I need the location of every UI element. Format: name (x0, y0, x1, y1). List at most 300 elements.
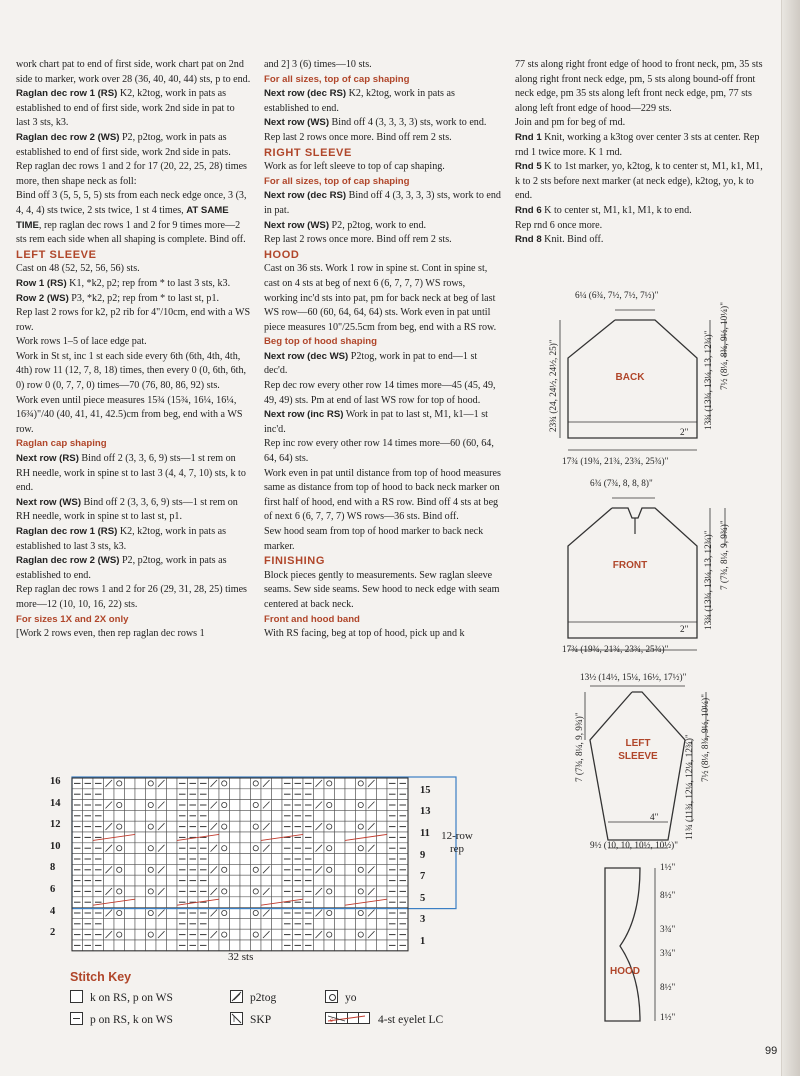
chart-cell (167, 821, 178, 832)
chart-cell (167, 908, 178, 919)
chart-cell (240, 810, 251, 821)
chart-cell (377, 843, 388, 854)
chart-cell (272, 875, 283, 886)
chart-cell (230, 875, 241, 886)
row-label: Next row (dec RS) (264, 190, 347, 202)
front-body-measure: 13¾ (13¾, 13¼, 13, 12¾)" (703, 530, 713, 630)
chart-cell (377, 821, 388, 832)
chart-cell (135, 886, 146, 897)
row-text: P2tog, work in pat to end—1 st dec'd. (264, 350, 478, 377)
chart-cell (272, 778, 283, 789)
hood-label: HOOD (610, 966, 640, 977)
chart-cell (125, 832, 136, 843)
text-column-1 (16, 58, 251, 642)
paragraph (16, 496, 251, 525)
chart-cell (324, 778, 335, 789)
key-label: p2tog (250, 992, 277, 1004)
chart-cell (114, 929, 125, 940)
chart-cell (156, 854, 167, 865)
chart-cell (146, 854, 157, 865)
chart-cell (261, 918, 272, 929)
back-outline (560, 290, 790, 470)
chart-cell (324, 918, 335, 929)
row-label: Next row (WS) (264, 219, 330, 231)
chart-cell (335, 778, 346, 789)
paragraph (16, 189, 251, 247)
paragraph: 77 sts along right front edge of hood to front neck, pm, 35 sts along right front neck edge, pm, 5 sts along bound-off front neck edge, pm 35 sts along left front neck edge, pm, 77 sts along left front edge of hood—229 sts. (515, 59, 763, 114)
chart-cell (366, 875, 377, 886)
row-label: Next row (WS) (264, 117, 330, 129)
chart-cell (230, 886, 241, 897)
chart-cell (135, 821, 146, 832)
row-text: P3, *k2, p2; rep from * to last st, p1. (68, 292, 220, 304)
chart-cell (219, 886, 230, 897)
chart-cell (167, 897, 178, 908)
chart-cell (261, 810, 272, 821)
back-body-measure: 13¾ (13¾, 13¼, 13, 12¾)" (703, 330, 713, 430)
chart-cell (146, 810, 157, 821)
chart-cell (345, 821, 356, 832)
chart-cell (251, 875, 262, 886)
paragraph: work chart pat to end of first side, work chart pat on 2nd side to marker, work over 28 (36, 40, 40, 44) sts, p to end. (16, 59, 251, 85)
chart-cell (335, 929, 346, 940)
chart-cell (272, 821, 283, 832)
back-top-measure: 6¼ (6¾, 7½, 7½, 7½)" (575, 290, 659, 300)
row-label: Rnd 5 (515, 161, 542, 173)
chart-cell (104, 789, 115, 800)
row-number-left: 2 (50, 927, 56, 939)
hood-measure-3: 3¾" (660, 924, 676, 934)
chart-cell (167, 864, 178, 875)
chart-cell (219, 864, 230, 875)
chart-cell (209, 875, 220, 886)
chart-cell (345, 864, 356, 875)
chart-cell (167, 789, 178, 800)
chart-cell (125, 908, 136, 919)
row-number-left: 8 (50, 862, 56, 874)
row-label: Raglan dec row 2 (WS) (16, 131, 120, 143)
chart-cell (167, 886, 178, 897)
heading-sizes: For sizes 1X and 2X only (16, 613, 129, 625)
chart-cell (345, 778, 356, 789)
chart-cell (230, 929, 241, 940)
row-number-left: 16 (50, 776, 61, 787)
chart-cell (240, 940, 251, 951)
chart-cell (251, 864, 262, 875)
chart-cell (240, 929, 251, 940)
chart-cell (209, 940, 220, 951)
heading-top-cap-2: For all sizes, top of cap shaping (264, 175, 410, 187)
chart-cell (345, 800, 356, 811)
chart-cell (335, 832, 346, 843)
chart-cell (114, 800, 125, 811)
paragraph (515, 233, 763, 248)
chart-cell (156, 789, 167, 800)
row-label: Rnd 1 (515, 131, 542, 143)
chart-cell (324, 940, 335, 951)
chart-cell (230, 800, 241, 811)
chart-cell (240, 854, 251, 865)
chart-cell (114, 875, 125, 886)
chart-cell (114, 778, 125, 789)
row-text: K to 1st marker, yo, k2tog, k to center st, M1, k1, M1, k to 2 sts before next marker (at neck edge), k2tog, yo, k to end. (515, 161, 763, 202)
row-number-right: 13 (420, 806, 431, 818)
chart-cell (377, 886, 388, 897)
chart-cell (125, 821, 136, 832)
chart-cell (156, 897, 167, 908)
chart-cell (219, 800, 230, 811)
chart-cell (125, 940, 136, 951)
chart-cell (219, 821, 230, 832)
paragraph: Work rows 1–5 of lace edge pat. (16, 336, 147, 348)
chart-cell (335, 875, 346, 886)
chart-cell (272, 843, 283, 854)
chart-cell (356, 929, 367, 940)
chart-cell (167, 800, 178, 811)
chart-cell (314, 789, 325, 800)
chart-cell (377, 800, 388, 811)
chart-cell (125, 789, 136, 800)
row-label: Raglan dec row 1 (RS) (16, 526, 118, 537)
chart-cell (114, 789, 125, 800)
stitch-key (70, 970, 500, 1026)
chart-cell (314, 854, 325, 865)
chart-cell (345, 832, 356, 843)
chart-cell (146, 864, 157, 875)
chart-cell (146, 918, 157, 929)
chart-cell (104, 940, 115, 951)
paragraph (515, 204, 763, 219)
paragraph: Rep last 2 rows for k2, p2 rib for 4"/10cm, end with a WS row. (16, 307, 251, 333)
paragraph: Rep rnd 6 once more. (515, 219, 603, 231)
hood-measure-5: 8½" (660, 982, 676, 992)
chart-cell (335, 940, 346, 951)
chart-cell (104, 810, 115, 821)
paragraph: Rep inc row every other row 14 times more—60 (60, 64, 64, 64) sts. (264, 438, 494, 465)
chart-cell (251, 843, 262, 854)
sleeve-length-measure: 11¾ (11¾, 12¼, 12¼, 12¾)" (684, 734, 694, 840)
chart-cell (324, 789, 335, 800)
chart-cell (240, 821, 251, 832)
chart-cell (230, 864, 241, 875)
rep-label-line-2: rep (449, 843, 465, 855)
chart-cell (167, 918, 178, 929)
chart-cell (272, 789, 283, 800)
chart-cell (345, 854, 356, 865)
schematic-hood (600, 856, 790, 1026)
chart-cell (356, 886, 367, 897)
back-raglan-measure: 7½ (8¼, 8¾, 9½, 10¼)" (719, 302, 729, 390)
chart-cell (209, 810, 220, 821)
chart-cell (230, 918, 241, 929)
chart-cell (314, 832, 325, 843)
chart-grid (50, 774, 470, 964)
chart-cell (272, 908, 283, 919)
key-item-eyelet (325, 1012, 443, 1026)
chart-cell (146, 875, 157, 886)
eyelet-lc-symbol-icon (325, 1012, 371, 1025)
chart-cell (240, 800, 251, 811)
chart-cell (261, 854, 272, 865)
key-label: 4-st eyelet LC (378, 1014, 444, 1026)
chart-cell (125, 810, 136, 821)
chart-cell (219, 778, 230, 789)
front-outline (560, 478, 790, 658)
chart-cell (356, 864, 367, 875)
chart-cell (104, 854, 115, 865)
chart-cell (335, 864, 346, 875)
chart-cell (146, 843, 157, 854)
chart-cell (272, 800, 283, 811)
chart-cell (125, 897, 136, 908)
chart-cell (167, 940, 178, 951)
paragraph (515, 131, 763, 160)
chart-cell (356, 810, 367, 821)
purl-symbol-icon (70, 1012, 83, 1025)
paragraph (16, 452, 251, 496)
front-top-measure: 6¾ (7¾, 8, 8, 8)" (590, 478, 653, 488)
chart-cell (146, 929, 157, 940)
chart-cell (345, 929, 356, 940)
chart-cell (335, 908, 346, 919)
row-label: Next row (RS) (16, 453, 79, 465)
chart-cell (219, 875, 230, 886)
chart-cell (324, 800, 335, 811)
chart-cell (135, 929, 146, 940)
row-text: Bind off 2 (3, 3, 6, 9) sts—1 st rem on RH needle, work in spine st to last st, p1. (16, 496, 238, 523)
back-rib-measure: 2" (680, 427, 689, 437)
chart-cell (251, 800, 262, 811)
paragraph (16, 277, 251, 292)
svg-text:c: c (330, 1016, 334, 1024)
chart-cell (356, 918, 367, 929)
chart-cell (125, 918, 136, 929)
chart-cell (219, 832, 230, 843)
chart-cell (251, 929, 262, 940)
chart-cell (114, 886, 125, 897)
sleeve-label-1: LEFT (625, 738, 651, 749)
row-number-right: 3 (420, 914, 426, 926)
text: , rep raglan dec rows 1 and 2 for 9 times more—2 sts rem each side when all shaping is complete. Bind off. (16, 219, 246, 246)
row-text: K to center st, M1, k1, M1, k to end. (541, 204, 692, 216)
sleeve-raglan-measure: 7½ (8¼, 8¾, 9½, 10¼)" (700, 694, 710, 782)
chart-cell (156, 940, 167, 951)
chart-cell (314, 918, 325, 929)
chart-cell (114, 864, 125, 875)
rep-label (432, 830, 482, 856)
chart-cell (125, 929, 136, 940)
row-text: P2, p2tog, work in pats as established to end. (16, 555, 227, 581)
chart-cell (261, 789, 272, 800)
row-text: K2, k2tog, work in pats as established to end of first side, work 2nd side in pat to last 3 sts, k3. (16, 88, 235, 129)
row-text: Knit, working a k3tog over center 3 sts at center. Rep rnd 1 twice more. K 1 rnd. (515, 131, 760, 158)
sleeve-cap-measure: 7 (7¾, 8¼, 9, 9¾)" (574, 712, 584, 782)
row-text: Knit. Bind off. (541, 234, 604, 246)
paragraph: Work in St st, inc 1 st each side every 6th (6th, 4th, 4th, 4th) row 11 (12, 7, 8, 18) times, then every 0 (0, 6th, 6th, 0) row 0 (0, 7, 7, 0) times—70 (76, 80, 86, 92) sts. (16, 350, 247, 392)
row-text: K1, *k2, p2; rep from * to last 3 sts, k3. (66, 277, 231, 289)
skp-symbol-icon (230, 1012, 243, 1025)
chart-cell (114, 821, 125, 832)
chart-cell (125, 854, 136, 865)
chart-cell (167, 875, 178, 886)
chart-cell (272, 918, 283, 929)
chart-cell (167, 810, 178, 821)
row-number-left: 12 (50, 819, 61, 831)
chart-cell (219, 908, 230, 919)
paragraph: Work as for left sleeve to top of cap shaping. (264, 161, 445, 173)
chart-width-label: 32 sts (228, 951, 254, 963)
paragraph: Rep last 2 rows once more. Bind off rem 2 sts. (264, 131, 452, 143)
row-number-right: 1 (420, 936, 426, 947)
chart-cell (230, 843, 241, 854)
heading-right-sleeve: RIGHT SLEEVE (264, 146, 352, 159)
chart-cell (366, 918, 377, 929)
row-text: Work in pat to last st, M1, k1—1 st inc'd. (264, 409, 488, 435)
paragraph (515, 160, 763, 204)
chart-cell (230, 789, 241, 800)
chart-cell (146, 778, 157, 789)
paragraph: and 2] 3 (6) times—10 sts. (264, 59, 372, 70)
schematic-front (560, 478, 790, 658)
row-label: Next row (inc RS) (264, 409, 344, 421)
page-number: 99 (765, 1045, 778, 1057)
chart-cell (146, 897, 157, 908)
chart-cell (356, 843, 367, 854)
chart-cell (335, 810, 346, 821)
chart-cell (114, 908, 125, 919)
chart-cell (356, 789, 367, 800)
paragraph (16, 292, 251, 307)
paragraph (264, 219, 501, 234)
paragraph: Work even in pat until distance from top of hood measures same as distance from top of hood to back neck marker on first half of hood, end with a RS row. Bind off 4 sts at beg of next 6 (6, 7, 7, 7) WS rows—36 sts. Bind off. (264, 467, 501, 523)
paragraph: With RS facing, beg at top of hood, pick up and k (264, 628, 465, 640)
row-number-right: 7 (420, 871, 426, 883)
chart-cell (240, 875, 251, 886)
chart-cell (324, 908, 335, 919)
chart-cell (114, 854, 125, 865)
chart-cell (146, 940, 157, 951)
chart-cell (156, 832, 167, 843)
chart-cell (324, 875, 335, 886)
chart-cell (251, 832, 262, 843)
chart-cell (146, 832, 157, 843)
key-label: k on RS, p on WS (90, 992, 173, 1004)
chart-cell (272, 929, 283, 940)
hood-outline (600, 856, 790, 1026)
row-text: Bind off 4 (3, 3, 3, 3) sts, work to end in pat. (264, 190, 501, 216)
chart-cell (146, 886, 157, 897)
chart-cell (240, 832, 251, 843)
chart-cell (356, 800, 367, 811)
stitch-key-title: Stitch Key (70, 970, 132, 984)
chart-cell (272, 854, 283, 865)
chart-cell (345, 886, 356, 897)
chart-cell (324, 886, 335, 897)
chart-cell (209, 918, 220, 929)
chart-cell (335, 854, 346, 865)
sleeve-label-2: SLEEVE (618, 751, 658, 762)
chart-cell (167, 929, 178, 940)
chart-cell (324, 854, 335, 865)
chart-cell (240, 908, 251, 919)
paragraph (264, 116, 501, 131)
row-text: P2, p2tog, work in pats as established to end of first side, work 2nd side in pats. (16, 131, 231, 158)
chart-cell (335, 789, 346, 800)
key-item-skp (230, 1012, 271, 1026)
row-label: Next row (dec RS) (264, 88, 347, 100)
chart-cell (324, 832, 335, 843)
chart-cell (230, 821, 241, 832)
chart-cell (219, 918, 230, 929)
sleeve-rib-measure: 4" (650, 812, 659, 822)
row-label: Rnd 8 (515, 234, 542, 246)
chart-cell (324, 864, 335, 875)
chart-cell (324, 810, 335, 821)
chart-cell (240, 886, 251, 897)
text-column-3 (515, 58, 763, 248)
chart-cell (324, 929, 335, 940)
chart-cell (219, 843, 230, 854)
chart-cell (251, 940, 262, 951)
chart-cell (135, 843, 146, 854)
chart-cell (146, 800, 157, 811)
paragraph: Rep dec row every other row 14 times more—45 (45, 49, 49, 49) sts. Pm at end of last WS row for top of hood. (264, 380, 496, 406)
chart-cell (240, 843, 251, 854)
yo-symbol-icon (325, 990, 338, 1003)
chart-cell (135, 897, 146, 908)
chart-cell (324, 821, 335, 832)
chart-cell (114, 940, 125, 951)
heading-finishing: FINISHING (264, 555, 326, 568)
row-label: Next row (dec WS) (264, 350, 349, 362)
emphasis: AT SAME TIME (16, 204, 229, 231)
paragraph: Cast on 36 sts. Work 1 row in spine st. Cont in spine st, cast on 4 sts at beg of next 6 (6, 7, 7, 7) WS rows, working inc'd sts into pat, pm for back neck at beg of last WS row—60 (60, 64, 64, 64) sts. Work even in pat until piece measures 10"/25.5cm from beg, end with a RS row. (264, 263, 497, 333)
chart-cell (230, 778, 241, 789)
chart-cell (146, 821, 157, 832)
chart-cell (240, 778, 251, 789)
row-number-left: 10 (50, 840, 61, 852)
chart-cell (219, 789, 230, 800)
chart-cell (230, 854, 241, 865)
chart-cell (345, 897, 356, 908)
chart-cell (135, 810, 146, 821)
chart-cell (261, 897, 272, 908)
heading-hood-shaping: Beg top of hood shaping (264, 336, 377, 348)
row-number-right: 5 (420, 892, 426, 904)
chart-cell (167, 778, 178, 789)
chart-cell (314, 940, 325, 951)
chart-cell (209, 897, 220, 908)
chart-cell (377, 864, 388, 875)
chart-cell (272, 864, 283, 875)
paragraph (16, 87, 251, 131)
text-column-2 (264, 58, 501, 642)
back-width-measure: 17¾ (19¾, 21¾, 23¾, 25¾)" (562, 456, 669, 466)
chart-cell (125, 800, 136, 811)
chart-cell (240, 864, 251, 875)
chart-cell (104, 918, 115, 929)
chart-cell (156, 875, 167, 886)
chart-cell (335, 897, 346, 908)
heading-hood: HOOD (264, 248, 300, 261)
chart-cell (345, 810, 356, 821)
chart-cell (356, 821, 367, 832)
chart-cell (377, 810, 388, 821)
chart-cell (209, 854, 220, 865)
paragraph: Sew hood seam from top of hood marker to back neck marker. (264, 526, 484, 552)
chart-cell (125, 778, 136, 789)
row-text: K2, k2tog, work in pats as established to end. (264, 88, 455, 114)
